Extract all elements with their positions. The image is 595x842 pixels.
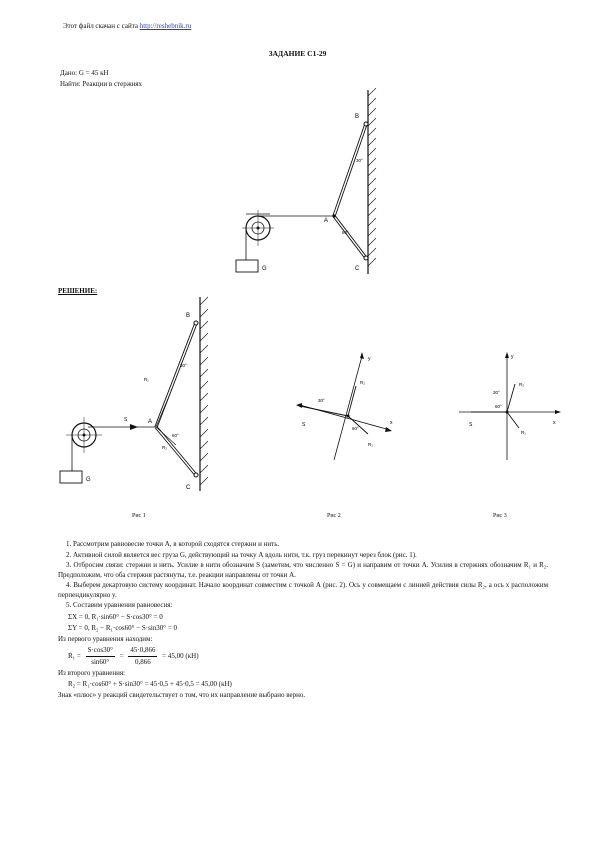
label-angle-60: 60° [342, 230, 349, 235]
label-r2: R₂ [519, 382, 524, 387]
caption-fig-3: Рис 3 [493, 513, 507, 519]
force-r2 [507, 384, 515, 412]
label-r2: R₂ [360, 380, 365, 385]
source-note [63, 22, 191, 30]
label-g: G [262, 266, 267, 272]
from-first-note: Из первого уравнения находим: [58, 634, 153, 643]
source-link[interactable]: http://reshebnik.ru [139, 22, 192, 30]
label-s: S [302, 422, 306, 428]
label-a: A [148, 419, 153, 425]
label-angle-30: 30° [180, 363, 187, 368]
label-b: B [186, 313, 191, 319]
axis-y [334, 356, 362, 460]
label-angle-60: 60° [352, 426, 359, 431]
r1-solution: R₁ = $\frac{S\cdot\cos 30^\circ}{\sin 60^\circ}$ = $\frac{45\cdot 0,866}{0,866}$ = 45,00 (кН) [68, 645, 199, 666]
source-prefix: Этот файл скачан с сайта [63, 22, 138, 30]
force-r1 [348, 416, 368, 434]
wall-hatching [368, 88, 376, 266]
label-g: G [86, 477, 91, 483]
label-angle-30: 30° [493, 390, 500, 395]
given-block [60, 68, 142, 90]
label-s: S [469, 422, 473, 428]
joint-b [364, 122, 368, 126]
step-2: 2. Активной силой является вес груза G, действующий на точку А вдоль нити, т.к. груз перекинут через блок (рис. 1). [66, 550, 417, 559]
label-a: A [324, 218, 329, 224]
task-title: ЗАДАНИЕ С1-29 [268, 49, 327, 58]
given-line: Дано: G = 45 кН [60, 69, 109, 77]
wall-hatching [200, 297, 208, 485]
r1-fraction-2 [128, 645, 157, 668]
r1-den-1: sin60° [91, 657, 110, 666]
label-r2: R₂ [162, 445, 167, 450]
label-angle-30: 30° [318, 398, 325, 403]
label-c: C [355, 266, 360, 272]
label-axis-y: y [511, 354, 514, 360]
label-b: B [355, 114, 360, 120]
label-s: S [124, 417, 128, 423]
load-g [236, 260, 258, 272]
label-axis-x: x [390, 420, 393, 426]
solution-label: РЕШЕНИЕ: [58, 287, 98, 295]
step-5: 5. Составим уравнения равновесия: [66, 601, 173, 609]
r1-den-2: 0,866 [135, 657, 151, 666]
step-3: 3. Отбросим связи: стержни и нить. Усилие в нити обозначим S (заметим, что численно S = G) и направим от точки А. Усилия в стержнях обозначим R₁ и R₂. Предположим, что оба стержня растянуты, т.е. реакции направлены от точки А. [58, 561, 548, 579]
force-r2 [348, 386, 356, 416]
figure-2 [290, 350, 400, 465]
equation-1: ΣX = 0, R₁·sin60° − S·cos30° = 0 [68, 612, 163, 621]
step-4: 4. Выберем декартовую систему координат. Начало координат совместим с точкой А (рис. 2). Ось y совмещаем с линией действия силы R₂, а ось x расположим перпендикулярно y. [58, 581, 548, 599]
force-s [300, 406, 348, 416]
joint-c [364, 256, 368, 260]
r1-result: = 45,00 (кН) [162, 651, 199, 660]
caption-fig-2: Рис 2 [327, 513, 341, 519]
equation-2: ΣY = 0, R₂ − R₁·cos60° − S·sin30° = 0 [68, 623, 178, 632]
r1-fraction-1 [86, 645, 115, 668]
r2-solution: R₂ = R₁·cos60° + S·sin30° = 45·0,5 + 45·0,5 = 45,00 (кН) [68, 679, 232, 688]
load-g [60, 471, 82, 483]
r1-num-2: 45·0,866 [128, 645, 157, 657]
solution-steps [58, 540, 548, 701]
r1-lhs: R₁ = [68, 651, 81, 660]
figure-3 [455, 350, 565, 465]
step-1: 1. Рассмотрим равновесие точки А, в которой сходятся стержни и нить. [66, 540, 280, 548]
label-angle-60: 60° [495, 404, 502, 409]
r1-num-1: S·cos30° [86, 645, 115, 657]
force-arrow-s [130, 424, 138, 430]
conclusion: Знак «плюс» у реакций свидетельствует о том, что их направление выбрано верно. [58, 690, 306, 699]
label-axis-y: y [368, 356, 371, 362]
label-r1: R₁ [521, 430, 526, 435]
force-r1 [507, 412, 519, 428]
main-figure [230, 88, 390, 278]
label-c: C [186, 485, 191, 491]
from-second-note: Из второго уравнения: [58, 668, 126, 677]
label-angle-30: 30° [356, 158, 363, 163]
label-r1: R₁ [368, 442, 373, 447]
find-line: Найти: Реакции в стержнях [60, 80, 143, 88]
label-r1: R₁ [144, 377, 149, 382]
caption-fig-1: Рис 1 [132, 513, 146, 519]
label-angle-60: 60° [172, 433, 179, 438]
figure-1 [58, 295, 218, 495]
label-axis-x: x [553, 420, 556, 426]
